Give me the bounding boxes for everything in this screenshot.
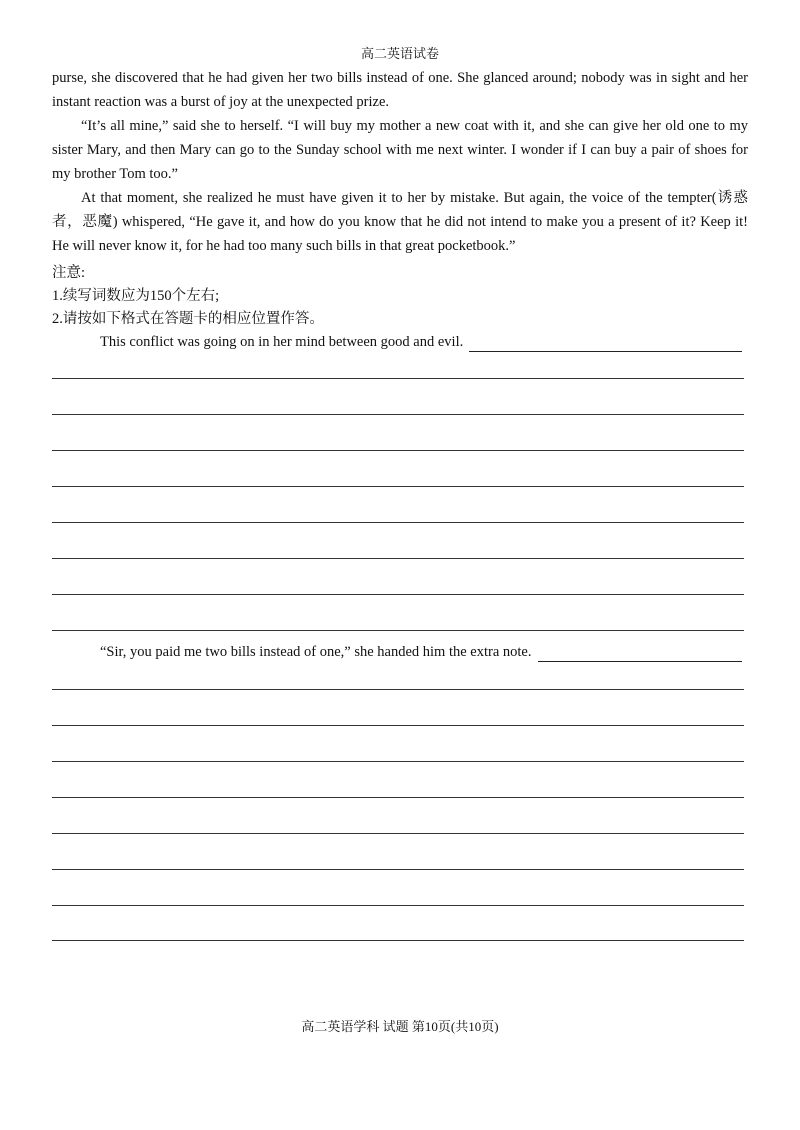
starter-sentence-2: “Sir, you paid me two bills instead of one,” she handed him the extra note. (100, 644, 532, 660)
answer-line[interactable] (52, 594, 744, 595)
starter-sentence-2-row (100, 642, 742, 662)
notice-item-1: 1.续写词数应为150个左右; (52, 288, 220, 304)
notice-item-2: 2.请按如下格式在答题卡的相应位置作答。 (52, 311, 324, 327)
answer-line[interactable] (52, 725, 744, 726)
answer-line[interactable] (52, 797, 744, 798)
page-footer: 高二英语学科 试题 第10页(共10页) (301, 1019, 499, 1034)
answer-line[interactable] (52, 689, 744, 690)
answer-line[interactable] (52, 558, 744, 559)
answer-line[interactable] (52, 450, 744, 451)
answer-line[interactable] (52, 630, 744, 631)
answer-line[interactable] (52, 869, 744, 870)
answer-blank-1[interactable] (469, 337, 742, 352)
answer-line[interactable] (52, 522, 744, 523)
notice-block (52, 262, 324, 331)
starter-sentence-1-row (100, 332, 742, 352)
page-header: 高二英语试卷 (360, 46, 439, 61)
starter-sentence-1: This conflict was going on in her mind between good and evil. (100, 334, 464, 350)
notice-heading: 注意: (52, 265, 86, 281)
answer-line[interactable] (52, 940, 744, 941)
passage (52, 66, 748, 258)
passage-paragraph-3: At that moment, she realized he must have given it to her by mistake. But again, the voice of the tempter(诱惑者，恶魔) whispered, “He gave it, and how do you know that he did not intend to make you a present of it? Keep it! He will never know it, for he had too many such bills in that great pocketbook.” (52, 190, 748, 254)
answer-blank-2[interactable] (538, 647, 743, 662)
answer-line[interactable] (52, 833, 744, 834)
answer-line[interactable] (52, 761, 744, 762)
answer-line[interactable] (52, 378, 744, 379)
passage-paragraph-1: purse, she discovered that he had given her two bills instead of one. She glanced around; nobody was in sight and her instant reaction was a burst of joy at the unexpected prize. (52, 70, 748, 110)
answer-line[interactable] (52, 905, 744, 906)
answer-line[interactable] (52, 414, 744, 415)
passage-paragraph-2: “It’s all mine,” said she to herself. “I will buy my mother a new coat with it, and she can give her old one to my sister Mary, and then Mary can go to the Sunday school with me next winter. I wonder if I can buy a pair of shoes for my brother Tom too.” (52, 118, 748, 182)
answer-line[interactable] (52, 486, 744, 487)
